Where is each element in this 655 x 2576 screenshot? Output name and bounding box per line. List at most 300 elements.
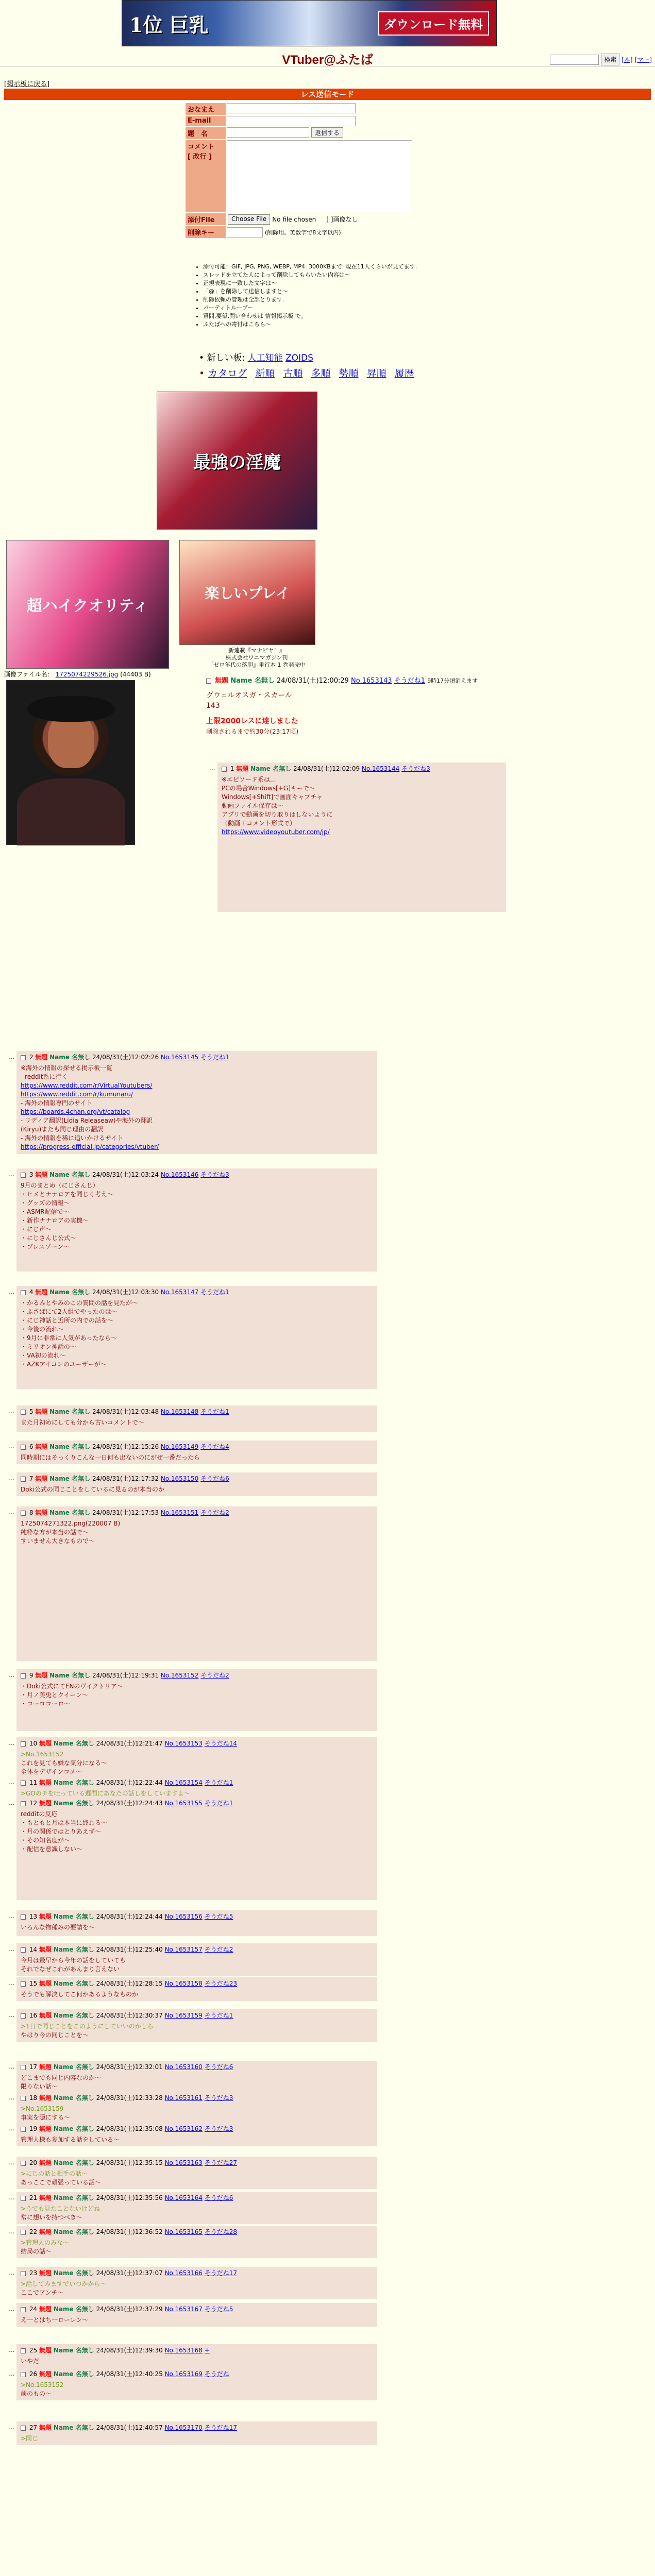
sort-many-link[interactable]: 多順 [311,368,331,379]
reply-line: 結局の話～ [21,2248,52,2255]
reply-name: Name 名無し [49,1171,91,1178]
reply-line: ・ヒメとナナロアを同じく考え～ [21,1191,114,1198]
reply-number[interactable]: No.1653159 [164,2012,203,2019]
reply-number[interactable]: No.1653160 [164,2063,203,2071]
reply-checkbox[interactable] [222,767,227,772]
reply-number[interactable]: No.1653162 [164,2125,203,2132]
reply-box [16,1440,377,1464]
reply-subject: 無題 [39,2306,52,2313]
reply-header [21,2094,373,2103]
reply-line: https://www.reddit.com/r/VirtualYoutubers/ [21,1082,153,1089]
reply-row [205,762,506,912]
reply-sodane[interactable]: そうだね27 [204,2159,238,2166]
reply-checkbox[interactable] [21,2230,26,2235]
reply-row [4,2421,377,2445]
reply-box [16,1168,377,1272]
reply-checkbox[interactable] [21,2065,26,2070]
op-sodane[interactable]: そうだね1 [394,677,425,685]
op-number[interactable]: No.1653143 [351,677,392,685]
sort-new-link[interactable]: 新順 [255,368,275,379]
reply-line: >うでも見たことないけどね [21,2205,100,2212]
reply-subject: 無題 [39,2424,52,2431]
reply-body [21,2239,373,2256]
reply-date: 24/08/31(土)12:21:47 [96,1740,163,1747]
reply-name: Name 名無し [53,2012,94,2019]
reply-header [21,1799,373,1808]
reply-dots: … [8,2370,14,2377]
reply-index: 7 [29,1475,33,1482]
reply-header [21,2194,373,2202]
top-ad-banner[interactable] [122,0,497,46]
reply-date: 24/08/31(土)12:02:09 [293,765,360,772]
search-link-b[interactable]: [本] [622,56,633,63]
reply-body [21,2170,373,2187]
reply-index: 8 [29,1509,33,1516]
board-title: VTuber@ふたば [282,53,373,67]
sort-momentum-link[interactable]: 勢順 [339,368,359,379]
reply-line: ・今後の流れ～ [21,1326,64,1333]
reply-subject: 無題 [39,2269,52,2277]
reply-line: ・AZKアイコンのユーザーが～ [21,1361,107,1368]
reply-date: 24/08/31(土)12:17:32 [92,1475,159,1482]
reply-sodane[interactable]: そうだね17 [204,2424,238,2431]
reply-header [21,2424,373,2432]
reply-header [21,1778,373,1787]
reply-dots: … [8,1475,14,1482]
reply-checkbox[interactable] [21,1981,26,1987]
reply-number[interactable]: No.1653154 [164,1779,203,1786]
reply-line: >No.1653152 [21,2381,64,2388]
reply-line: いやだ [21,2358,40,2365]
reply-name: Name 名無し [53,2125,94,2132]
reply-checkbox[interactable] [21,2348,26,2353]
reply-line: それでなぜこれがあんまり言えない [21,1965,120,1973]
reply-index: 24 [29,2306,38,2313]
reply-line: 9月のまとめ（にじさんじ） [21,1182,99,1189]
reply-subject: 無題 [39,1800,52,1807]
reply-index: 4 [29,1289,33,1296]
reply-line: 同時期にはそっくりこんな一日何も出ないのにがぜ一番だったら [21,1454,200,1461]
reply-row [4,1943,377,1976]
reply-box [16,1051,377,1154]
reply-header [21,1979,373,1988]
reply-box [16,2267,377,2299]
reply-subject: 無題 [39,1946,52,1953]
reply-line: ・ミリオン神話の～ [21,1343,76,1350]
reply-sodane[interactable]: + [204,2347,210,2354]
new-board-link[interactable]: 人工知能 [247,353,283,363]
reply-checkbox[interactable] [21,1741,26,1747]
reply-number[interactable]: No.1653169 [164,2370,203,2378]
comment-label: コメント [ 改行 ] [186,140,226,212]
reply-row [4,2157,377,2189]
delkey-note: (削除用。英数字で8文字以内) [265,229,341,236]
reply-date: 24/08/31(土)12:35:56 [96,2194,163,2201]
reply-dots: … [8,2194,14,2201]
reply-line: 純粋な方が本当の話で～ [21,1529,89,1536]
reply-checkbox[interactable] [21,1477,26,1482]
reply-header [222,765,502,773]
sort-asc-link[interactable]: 昇順 [366,368,387,379]
reply-number[interactable]: No.1653152 [160,1672,199,1679]
reply-body [21,2105,373,2122]
reply-header [21,2305,373,2314]
reply-sodane[interactable]: そうだね23 [204,1980,238,1987]
file-choose-button[interactable]: Choose File [228,214,270,225]
reply-subject: 無題 [35,1408,48,1415]
reply-box [16,1737,377,1778]
reply-number[interactable]: No.1653168 [164,2347,203,2354]
reply-header [21,2228,373,2236]
reply-line: ・コーロコーロ～ [21,1700,71,1707]
reply-dots: … [8,2011,14,2019]
rule-item: • 添付可能：GIF, JPG, PNG, WEBP, MP4. 3000KBまで. 現在11人くらいが見てます. [203,263,417,271]
reply-subject: 無題 [35,1054,48,1061]
reply-name: Name 名無し [53,2347,94,2354]
submit-button[interactable]: 返信する [311,127,343,138]
reply-sodane[interactable]: そうだね6 [204,2194,233,2201]
reply-header [21,1475,373,1483]
comment-textarea[interactable] [227,140,412,212]
reply-index: 16 [29,2012,38,2019]
reply-number[interactable]: No.1653155 [164,1800,203,1807]
delkey-field[interactable] [227,227,263,238]
reply-number[interactable]: No.1653144 [361,765,400,772]
reply-number[interactable]: No.1653164 [164,2194,203,2201]
reply-box [16,1910,377,1936]
reply-subject: 無題 [39,1913,52,1920]
op-body [206,690,298,737]
reply-subject: 無題 [39,2012,52,2019]
reply-header [21,2159,373,2167]
reply-line: 動画ファイル保存は～ [222,802,283,809]
reply-name: Name 名無し [53,1800,94,1807]
reply-sodane[interactable]: そうだね5 [204,2306,233,2313]
reply-subject: 無題 [39,1779,52,1786]
new-boards: • 新しい板: 人工知能 ZOIDS [199,353,313,363]
reply-line: どこまでも同じ内容なのか～ [21,2074,102,2081]
reply-subject: 無題 [35,1509,48,1516]
reply-checkbox[interactable] [21,1173,26,1178]
reply-number[interactable]: No.1653146 [160,1171,199,1178]
reply-date: 24/08/31(土)12:40:25 [96,2370,163,2378]
reply-checkbox[interactable] [21,2161,26,2166]
reply-box [16,1472,377,1496]
reply-dots: … [8,1288,14,1295]
reply-dots: … [8,1979,14,1987]
reply-checkbox[interactable] [21,1914,26,1920]
reply-number[interactable]: No.1653156 [164,1913,203,1920]
subject-field[interactable] [227,127,309,138]
reply-sodane[interactable]: そうだね6 [204,2063,233,2071]
reply-date: 24/08/31(土)12:02:26 [92,1054,159,1061]
reply-line: - 海外の情報を稀に追いかけるサイト [21,1134,124,1142]
reply-body [21,2022,373,2040]
reply-number[interactable]: No.1653148 [160,1408,199,1415]
reply-body [222,775,502,837]
reply-row [4,2061,377,2093]
reply-line: ・その知名度が～ [21,1837,71,1844]
reply-name: Name 名無し [49,1443,91,1450]
history-link[interactable]: 履歴 [394,368,414,379]
new-board-link[interactable]: ZOIDS [285,353,313,363]
reply-checkbox[interactable] [21,1947,26,1953]
reply-checkbox[interactable] [21,2426,26,2431]
reply-sodane[interactable]: そうだね3 [204,2094,233,2102]
search-button[interactable]: 検索 [601,54,619,65]
reply-name: Name 名無し [53,2094,94,2102]
reply-line: ・グッズの情報～ [21,1199,70,1207]
reply-sodane[interactable]: そうだね17 [204,2269,238,2277]
reply-subject: 無題 [35,1672,48,1679]
reply-sodane[interactable]: そうだね1 [204,1779,233,1786]
reply-sodane[interactable]: そうだね1 [204,2012,233,2019]
reply-line: やはり今の同じことを～ [21,2031,89,2039]
reply-index: 11 [29,1779,38,1786]
reply-box [16,1405,377,1432]
reply-checkbox[interactable] [21,1055,26,1060]
reply-line: ・ブレスゾーン～ [21,1243,70,1250]
reply-number[interactable]: No.1653149 [160,1443,199,1450]
reply-sodane[interactable]: そうだね14 [204,1740,238,1747]
reply-sodane[interactable]: そうだね3 [200,1171,229,1178]
reply-name: Name 名無し [53,2370,94,2378]
reply-row [4,1506,377,1661]
reply-checkbox[interactable] [21,1511,26,1516]
reply-box [16,1797,377,1900]
reply-number[interactable]: No.1653170 [164,2424,203,2431]
op-file-label: 画像ファイル名： [4,671,54,678]
reply-index: 2 [29,1054,33,1061]
new-boards-label: 新しい板: [207,353,245,363]
reply-box [16,1506,377,1661]
reply-sodane[interactable]: そうだね28 [204,2228,238,2235]
sort-old-link[interactable]: 古順 [283,368,303,379]
reply-box [217,762,506,912]
reply-index: 19 [29,2125,38,2132]
no-image-checkbox[interactable]: [ ]画像なし [326,216,358,223]
reply-sodane[interactable]: そうだね1 [200,1054,229,1061]
reply-line: >No.1653159 [21,2105,64,2112]
reply-sodane[interactable]: そうだね [204,2370,229,2378]
reply-name: Name 名無し [49,1672,91,1679]
name-field[interactable] [227,103,356,113]
back-to-board-link[interactable]: [掲示板に戻る] [4,80,50,88]
reply-line: - reddit系に行く [21,1073,68,1080]
reply-box [16,2303,377,2327]
reply-dots: … [8,1912,14,1920]
reply-body [21,1750,373,1776]
reply-dots: … [8,1739,14,1747]
reply-body [21,2205,373,2222]
reply-number[interactable]: No.1653166 [164,2269,203,2277]
reply-row [4,2226,377,2258]
reply-checkbox[interactable] [21,2127,26,2132]
reply-mode-bar: レス送信モード [4,89,651,100]
reply-box [16,2368,377,2400]
op-image[interactable] [6,680,135,845]
reply-body [21,1519,373,1546]
catalog-link[interactable]: カタログ [208,368,247,379]
email-field[interactable] [227,116,356,126]
reply-body [21,1418,373,1427]
reply-name: Name 名無し [49,1289,91,1296]
op-line: グウェルオスガ・スカール [206,691,293,700]
posting-rules [196,263,417,329]
rule-item: • 「@」を削除して送信しますと～ [203,287,417,296]
reply-dots: … [8,1671,14,1679]
reply-index: 6 [29,1443,33,1450]
reply-index: 14 [29,1946,38,1953]
reply-number[interactable]: No.1653147 [160,1289,199,1296]
reply-date: 24/08/31(土)12:40:57 [96,2424,163,2431]
reply-sodane[interactable]: そうだね4 [200,1443,229,1450]
reply-checkbox[interactable] [21,1781,26,1786]
reply-checkbox[interactable] [21,2271,26,2276]
email-label: E-mail [186,116,226,126]
image-figure-hat [27,696,115,722]
reply-index: 18 [29,2094,38,2102]
reply-date: 24/08/31(土)12:03:30 [92,1289,159,1296]
reply-sodane[interactable]: そうだね2 [200,1672,229,1679]
reply-number[interactable]: No.1653161 [164,2094,203,2102]
reply-index: 15 [29,1980,38,1987]
reply-name: Name 名無し [53,2228,94,2235]
reply-dots: … [8,1171,14,1178]
reply-number[interactable]: No.1653151 [160,1509,199,1516]
reply-line: - 海外の情報専門のサイト [21,1099,93,1107]
reply-date: 24/08/31(土)12:35:15 [96,2159,163,2166]
reply-box [16,1286,377,1389]
reply-line: ここでアンチ～ [21,2289,64,2296]
reply-date: 24/08/31(土)12:22:44 [96,1779,163,1786]
reply-checkbox[interactable] [21,2013,26,2019]
reply-index: 27 [29,2424,38,2431]
reply-sodane[interactable]: そうだね5 [204,1913,233,1920]
rule-item: • ふたばへの寄付はこちら～ [203,320,417,329]
reply-line: https://progress-official.jp/categories/vtuber/ [21,1143,159,1150]
reply-dots: … [8,2125,14,2132]
reply-checkbox[interactable] [21,1290,26,1295]
op-file-link[interactable]: 1725074229526.jpg [55,671,119,678]
ad-left[interactable]: 超ハイクオリティ [6,540,169,669]
reply-dots: … [8,2094,14,2101]
reply-number[interactable]: No.1653153 [164,1740,203,1747]
reply-row [4,2344,377,2368]
reply-line: 今月は最早から今年の話をしていても [21,1957,126,1964]
rule-item: • スレッドを立てた人によって削除してもらいたい内容は～ [203,271,417,279]
reply-line: ※エピソード系は... [222,776,276,783]
reply-header [21,1671,373,1680]
op-subject: 無題 [215,677,229,685]
op-header [206,675,478,685]
op-file-line [4,670,151,679]
reply-checkbox[interactable] [21,1673,26,1679]
reply-header [21,2125,373,2133]
reply-checkbox[interactable] [21,2372,26,2377]
reply-number[interactable]: No.1653167 [164,2306,203,2313]
reply-line: >管理人のみな～ [21,2239,70,2246]
reply-checkbox[interactable] [21,2096,26,2101]
reply-header [21,1408,373,1416]
reply-index: 17 [29,2063,38,2071]
reply-subject: 無題 [39,2094,52,2102]
reply-date: 24/08/31(土)12:25:40 [96,1946,163,1953]
reply-sodane[interactable]: そうだね3 [204,2125,233,2132]
reply-line: - リディア翻訳(Lidia Releaseaw)や海外の翻訳 [21,1117,153,1124]
reply-date: 24/08/31(土)12:17:53 [92,1509,159,1516]
reply-index: 13 [29,1913,38,1920]
reply-row [4,2009,377,2042]
reply-index: 1 [230,765,234,772]
reply-line: redditの反応 [21,1810,58,1818]
reply-sodane[interactable]: そうだね6 [200,1475,229,1482]
reply-date: 24/08/31(土)12:03:48 [92,1408,159,1415]
reply-checkbox[interactable] [21,1445,26,1450]
reply-number[interactable]: No.1653165 [164,2228,203,2235]
reply-body [21,2280,373,2297]
reply-number[interactable]: No.1653163 [164,2159,203,2166]
reply-subject: 無題 [35,1171,48,1178]
reply-number[interactable]: No.1653145 [160,1054,199,1061]
ad-right[interactable]: 楽しいプレイ [179,540,315,645]
op-expire: 削除されるまで約30分(23:17頃) [206,728,299,735]
reply-line: >同じ [21,2435,39,2442]
reply-header [21,2063,373,2072]
reply-index: 5 [29,1408,33,1415]
reply-sodane[interactable]: そうだね1 [200,1408,229,1415]
reply-checkbox[interactable] [21,2196,26,2201]
reply-checkbox[interactable] [21,1410,26,1415]
reply-row [4,1977,377,2001]
reply-dots: … [209,765,215,772]
reply-line: https://www.videoyoutuber.com/jp/ [222,828,330,836]
op-checkbox[interactable] [206,679,211,684]
reply-checkbox[interactable] [21,2307,26,2312]
reply-box [16,2192,377,2224]
reply-name: Name 名無し [53,2306,94,2313]
reply-body [21,1810,373,1854]
reply-sodane[interactable]: そうだね3 [401,765,430,772]
reply-row [4,1440,377,1464]
reply-number[interactable]: No.1653158 [164,1980,203,1987]
reply-name: Name 名無し [49,1475,91,1482]
search-input[interactable] [550,55,599,65]
reply-name: Name 名無し [53,2159,94,2166]
reply-number[interactable]: No.1653157 [164,1946,203,1953]
reply-date: 24/08/31(土)12:33:28 [96,2094,163,2102]
reply-number[interactable]: No.1653150 [160,1475,199,1482]
reply-sodane[interactable]: そうだね1 [204,1800,233,1807]
reply-body [21,1990,373,1999]
reply-sodane[interactable]: そうだね2 [200,1509,229,1516]
reply-dots: … [8,2424,14,2431]
reply-date: 24/08/31(土)12:03:24 [92,1171,159,1178]
reply-line: >にじの話と相手の話～ [21,2170,88,2177]
reply-sodane[interactable]: そうだね2 [204,1946,233,1953]
reply-header [21,1945,373,1954]
reply-box [16,2009,377,2042]
reply-line: ・ASMR配信で～ [21,1208,70,1215]
search-link-s[interactable]: [マー] [634,56,652,63]
ad-main[interactable]: 最強の淫魔 [157,392,317,530]
reply-index: 21 [29,2194,38,2201]
reply-dots: … [8,1408,14,1415]
reply-checkbox[interactable] [21,1801,26,1806]
reply-dots: … [8,1799,14,1806]
reply-sodane[interactable]: そうだね1 [200,1289,229,1296]
reply-subject: 無題 [39,2347,52,2354]
